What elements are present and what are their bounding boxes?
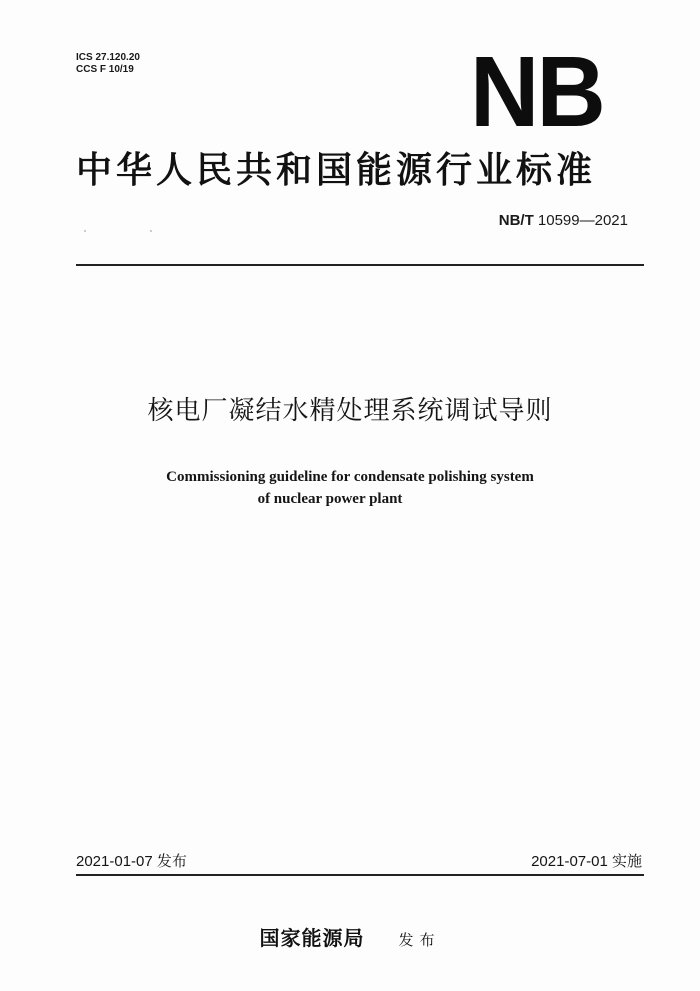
ics-code: ICS 27.120.20 bbox=[76, 52, 140, 63]
publish-date bbox=[76, 850, 187, 871]
issuer-name: 国家能源局 bbox=[259, 926, 365, 950]
bottom-divider bbox=[76, 874, 644, 876]
implement-date-label: 实施 bbox=[611, 853, 642, 870]
standard-number bbox=[499, 212, 628, 229]
top-divider bbox=[76, 264, 644, 266]
scan-speck bbox=[150, 230, 152, 232]
implement-date-value: 2021-07-01 bbox=[531, 853, 608, 870]
standard-number-value: 10599—2021 bbox=[537, 212, 628, 229]
document-title-english bbox=[0, 466, 700, 510]
issuing-authority bbox=[0, 922, 700, 951]
nb-logo: NB bbox=[470, 36, 603, 148]
english-title-line-2: of nuclear power plant bbox=[257, 491, 403, 507]
scan-speck bbox=[84, 230, 86, 232]
publish-date-value: 2021-01-07 bbox=[76, 853, 153, 870]
english-title-line-1: Commissioning guideline for condensate polishing system bbox=[166, 469, 534, 485]
publish-date-label: 发布 bbox=[156, 853, 187, 870]
implement-date bbox=[531, 850, 642, 871]
standard-category-title: 中华人民共和国能源行业标准 bbox=[76, 149, 597, 191]
document-title-chinese: 核电厂凝结水精处理系统调试导则 bbox=[147, 396, 553, 426]
standard-number-prefix: NB/T bbox=[498, 212, 534, 229]
issuer-action: 发布 bbox=[398, 931, 441, 949]
classification-codes bbox=[76, 52, 140, 76]
ccs-code: CCS F 10/19 bbox=[76, 64, 134, 75]
